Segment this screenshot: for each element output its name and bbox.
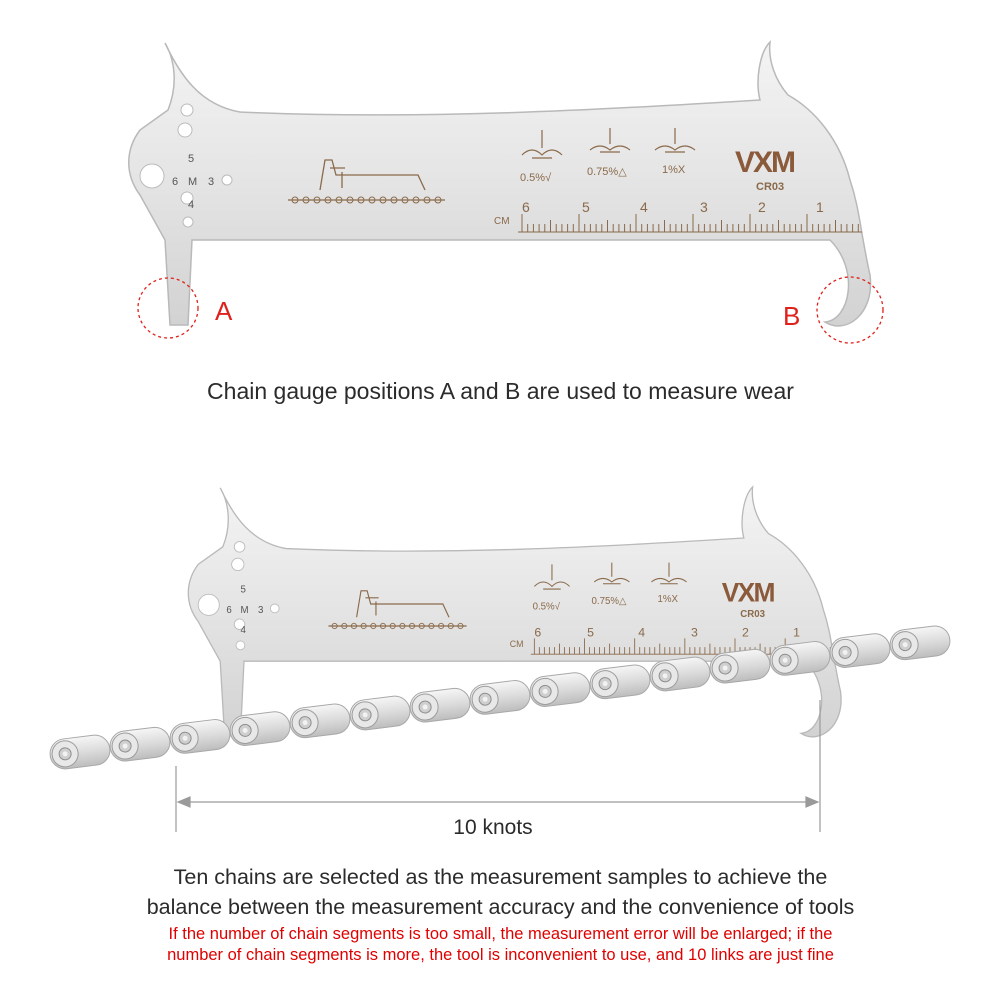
caption-warning-line-1: If the number of chain segments is too small, the measurement error will be enlarged; if the	[168, 925, 833, 943]
marker-b-label: B	[783, 301, 801, 331]
caption-warning	[0, 924, 1001, 966]
caption-top: Chain gauge positions A and B are used to measure wear	[207, 378, 794, 404]
chain-link	[888, 624, 951, 661]
caption-explain-line-2: balance between the measurement accuracy and the convenience of tools	[146, 895, 855, 919]
chain-link	[348, 694, 411, 731]
chain-link	[168, 718, 231, 755]
marker-a-label: A	[215, 296, 233, 326]
measure-label: 10 knots	[453, 816, 533, 839]
chain-link	[828, 632, 891, 669]
chain-link	[468, 679, 531, 716]
chain-link	[588, 663, 651, 700]
chain-link	[108, 726, 171, 763]
chain-link	[48, 733, 111, 770]
gauge-top	[129, 42, 871, 326]
chain-link	[288, 702, 351, 739]
chain-link	[528, 671, 591, 708]
caption-warning-line-2: number of chain segments is more, the tool is inconvenient to use, and 10 links are just fine	[167, 946, 834, 964]
caption-explain	[0, 862, 1001, 922]
caption-explain-line-1: Ten chains are selected as the measurement samples to achieve the	[173, 865, 828, 889]
chain-link	[408, 687, 471, 724]
